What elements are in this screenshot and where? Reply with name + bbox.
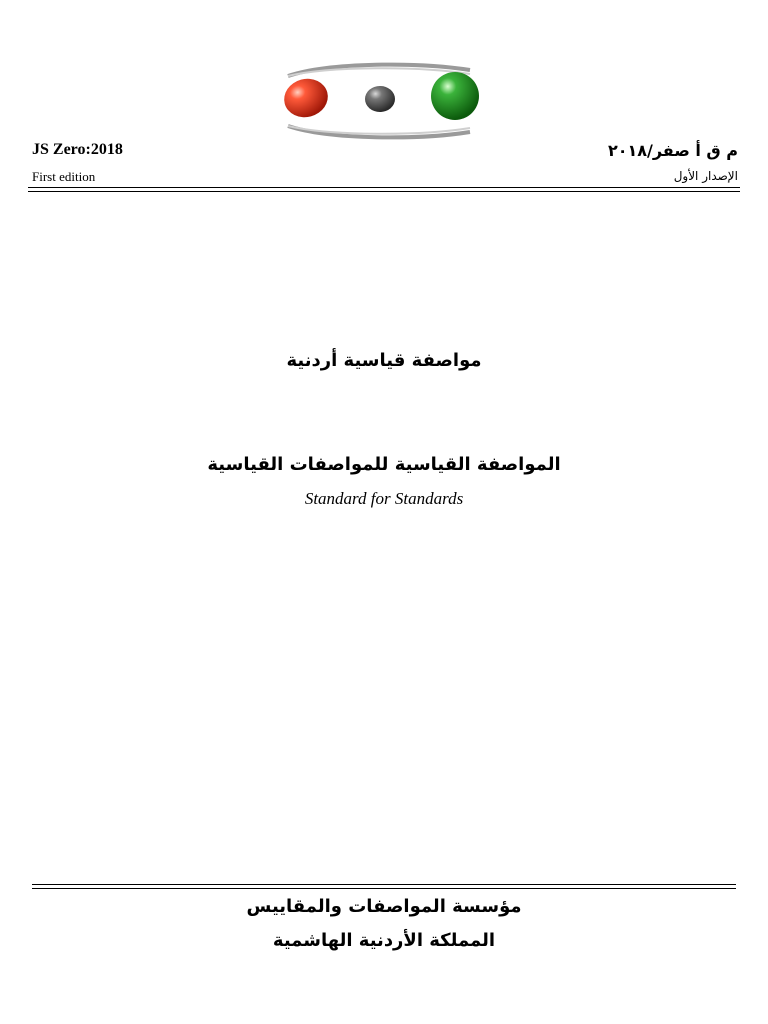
title-en: Standard for Standards: [304, 489, 464, 508]
edition-ar: الإصدار الأول: [673, 169, 738, 183]
standard-type-ar: مواصفة قياسية أردنية: [286, 350, 482, 371]
title-ar: المواصفة القياسية للمواصفات القياسية: [207, 454, 561, 475]
header-divider: [28, 187, 740, 188]
footer-divider-thin: [32, 888, 736, 889]
standard-code-en: JS Zero:2018: [32, 141, 123, 158]
header-divider-thin: [28, 191, 740, 192]
edition-en: First edition: [32, 169, 96, 184]
jsmo-logo: [270, 56, 490, 146]
standard-code-ar: م ق أ صفر/٢٠١٨: [607, 141, 738, 160]
country-name-ar: المملكة الأردنية الهاشمية: [272, 930, 496, 951]
organization-name-ar: مؤسسة المواصفات والمقاييس: [246, 896, 522, 917]
footer-divider: [32, 884, 736, 885]
